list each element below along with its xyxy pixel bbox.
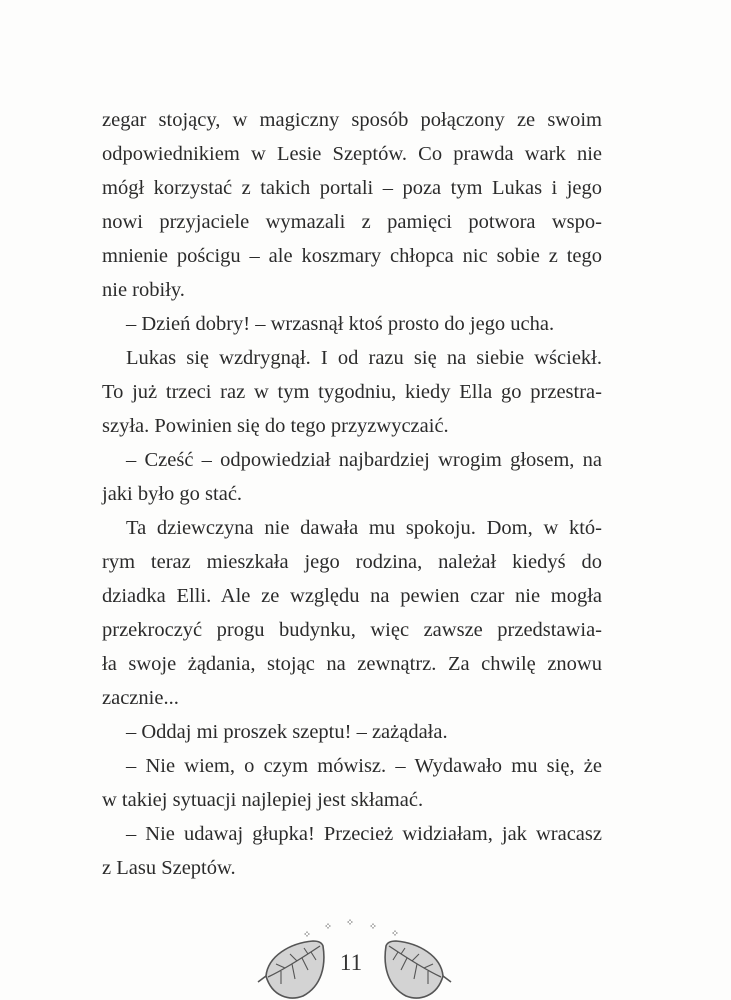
star-icon — [304, 931, 310, 937]
text-line: odpowiednikiem w Lesie Szeptów. Co prawda wark nie — [102, 143, 602, 165]
text-line: – Oddaj mi proszek szeptu! – zażądała. — [126, 721, 448, 743]
text-line: mógł korzystać z takich portali – poza tym Lukas i jego — [102, 177, 602, 199]
text-line: ła swoje żądania, stojąc na zewnątrz. Za chwilę znowu — [102, 653, 602, 675]
text-line: z Lasu Szeptów. — [102, 857, 236, 879]
text-line: – Cześć – odpowiedział najbardziej wrogim głosem, na — [126, 449, 602, 471]
text-line: – Nie wiem, o czym mówisz. – Wydawało mu się, że — [126, 755, 602, 777]
paragraph — [102, 307, 602, 341]
text-line: zegar stojący, w magiczny sposób połączony ze swoim — [102, 109, 602, 131]
paragraph — [102, 817, 602, 885]
paragraph — [102, 103, 602, 307]
page-number: 11 — [339, 950, 363, 975]
text-line: rym teraz mieszkała jego rodzina, należał kiedyś do — [102, 551, 602, 573]
text-line: przekroczyć progu budynku, więc zawsze przedstawia- — [102, 619, 602, 641]
text-line: dziadka Elli. Ale ze względu na pewien czar nie mogła — [102, 585, 602, 607]
text-line: w takiej sytuacji najlepiej jest skłamać. — [102, 789, 424, 811]
star-icon — [392, 930, 398, 936]
text-line: Lukas się wzdrygnął. I od razu się na siebie wściekł. — [126, 347, 602, 369]
text-line: To już trzeci raz w tym tygodniu, kiedy Ella go przestra- — [102, 381, 602, 403]
star-icon — [325, 923, 331, 929]
text-line: mnienie pościgu – ale koszmary chłopca nic sobie z tego — [102, 245, 602, 267]
page-footer — [0, 910, 731, 1000]
text-line: szyła. Powinien się do tego przyzwyczaić. — [102, 415, 449, 437]
left-leaf-icon — [258, 941, 324, 998]
star-icon — [370, 923, 376, 929]
text-line: – Dzień dobry! – wrzasnął ktoś prosto do jego ucha. — [126, 313, 555, 335]
text-line: jaki było go stać. — [102, 483, 243, 505]
text-line: nie robiły. — [102, 279, 185, 301]
paragraph — [102, 443, 602, 511]
stars-decoration — [304, 919, 398, 937]
paragraph — [102, 715, 602, 749]
page-text — [102, 103, 602, 885]
paragraph — [102, 511, 602, 715]
star-icon — [347, 919, 353, 925]
right-leaf-icon — [385, 941, 451, 998]
text-line: zacznie... — [102, 687, 179, 709]
text-line: nowi przyjaciele wymazali z pamięci potwora wspo- — [102, 211, 602, 233]
paragraph — [102, 341, 602, 443]
paragraph — [102, 749, 602, 817]
text-line: Ta dziewczyna nie dawała mu spokoju. Dom, w któ- — [126, 517, 602, 539]
text-line: – Nie udawaj głupka! Przecież widziałam, jak wracasz — [126, 823, 602, 845]
